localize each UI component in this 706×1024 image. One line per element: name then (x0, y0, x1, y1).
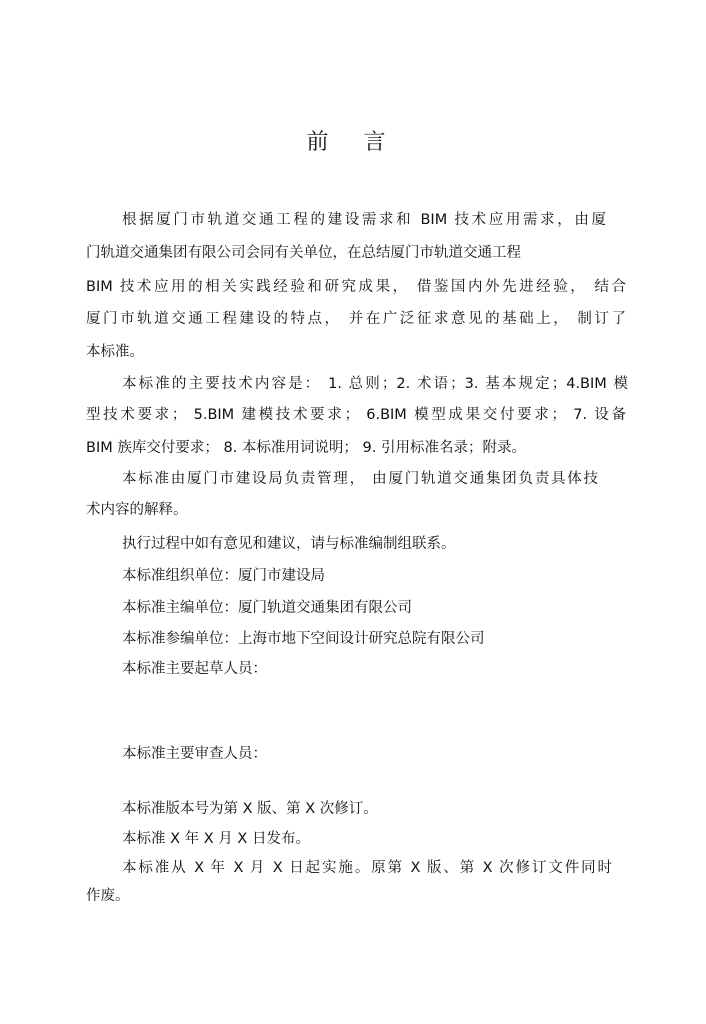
paragraph-line: 本标准参编单位：上海市地下空间设计研究总院有限公司 (122, 631, 485, 647)
paragraph-line: BIM 技术应用的相关实践经验和研究成果， 借鉴国内外先进经验， 结合 (86, 279, 626, 295)
paragraph-line: 本标准从 X 年 X 月 X 日起实施。原第 X 版、第 X 次修订文件同时 (122, 860, 612, 876)
paragraph-line: 根据厦门市轨道交通工程的建设需求和 BIM 技术应用需求，由厦 (122, 212, 606, 228)
paragraph-line: 术内容的解释。 (86, 502, 188, 518)
page-title: 前 言 (306, 130, 400, 155)
paragraph-line: 厦门市轨道交通工程建设的特点， 并在广泛征求意见的基础上， 制订了 (86, 311, 626, 327)
paragraph-line: 本标准主要起草人员： (122, 661, 267, 677)
paragraph-line: BIM 族库交付要求； 8. 本标准用词说明； 9. 引用标准名录；附录。 (86, 440, 526, 456)
paragraph-line: 型技术要求； 5.BIM 建模技术要求； 6.BIM 模型成果交付要求； 7. 设备 (86, 407, 626, 423)
paragraph-line: 本标准主编单位：厦门轨道交通集团有限公司 (122, 600, 412, 616)
paragraph-line: 本标准的主要技术内容是： 1. 总则；2. 术语；3. 基本规定；4.BIM 模 (122, 376, 628, 392)
paragraph-line: 本标准主要审查人员： (122, 746, 267, 762)
paragraph-line: 作废。 (86, 888, 130, 904)
paragraph-line: 本标准由厦门市建设局负责管理， 由厦门轨道交通集团负责具体技 (122, 471, 598, 487)
paragraph-line: 执行过程中如有意见和建议，请与标准编制组联系。 (122, 536, 456, 552)
paragraph-line: 门轨道交通集团有限公司会同有关单位，在总结厦门市轨道交通工程 (86, 245, 521, 261)
paragraph-line: 本标准组织单位：厦门市建设局 (122, 568, 325, 584)
paragraph-line: 本标准版本号为第 X 版、第 X 次修订。 (122, 801, 378, 817)
paragraph-line: 本标准。 (86, 344, 144, 360)
paragraph-line: 本标准 X 年 X 月 X 日发布。 (122, 831, 310, 847)
